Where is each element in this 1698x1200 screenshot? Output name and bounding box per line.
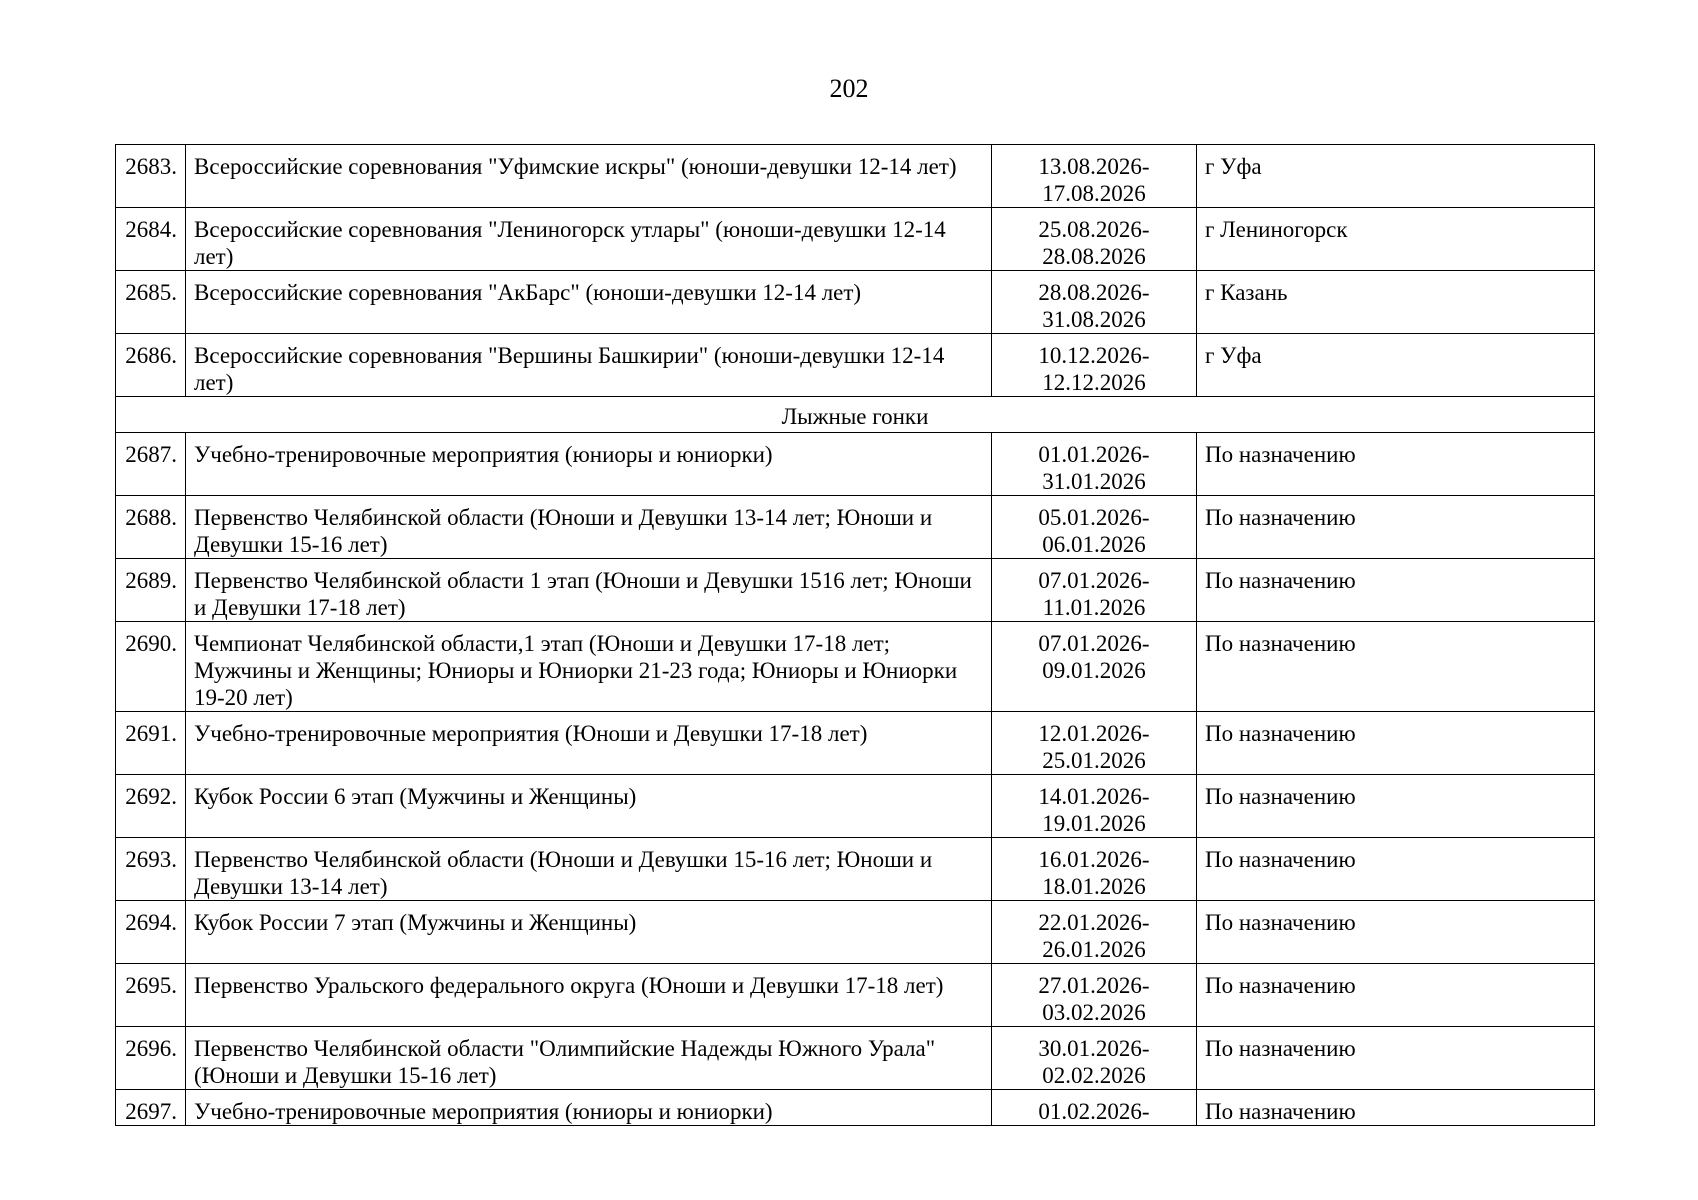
date-to: 17.08.2026: [1042, 181, 1146, 206]
row-number: 2690.: [116, 622, 186, 712]
date-from: 25.08.2026-: [1038, 217, 1150, 242]
event-name: Кубок России 7 этап (Мужчины и Женщины): [186, 901, 992, 964]
event-name: Учебно-тренировочные мероприятия (юниоры и юниорки): [186, 433, 992, 496]
event-location: По назначению: [1197, 712, 1595, 775]
event-dates: [992, 964, 1197, 1027]
event-dates: [992, 712, 1197, 775]
table-row: [116, 1090, 1595, 1126]
event-name: Чемпионат Челябинской области,1 этап (Юноши и Девушки 17-18 лет; Мужчины и Женщины; Юниоры и Юниорки 21-23 года; Юниоры и Юниорки 19-20 лет): [186, 622, 992, 712]
event-name: Учебно-тренировочные мероприятия (юниоры и юниорки): [186, 1090, 992, 1126]
row-number: 2687.: [116, 433, 186, 496]
row-number: 2692.: [116, 775, 186, 838]
table-row: [116, 901, 1595, 964]
row-number: 2684.: [116, 208, 186, 271]
event-location: По назначению: [1197, 496, 1595, 559]
event-dates: [992, 559, 1197, 622]
event-dates: [992, 433, 1197, 496]
date-from: 01.01.2026-: [1038, 442, 1150, 467]
event-name: Всероссийские соревнования "Вершины Башкирии" (юноши-девушки 12-14 лет): [186, 334, 992, 397]
event-location: По назначению: [1197, 433, 1595, 496]
row-number: 2696.: [116, 1027, 186, 1090]
event-dates: [992, 838, 1197, 901]
table-row: [116, 208, 1595, 271]
row-number: 2683.: [116, 145, 186, 208]
date-to: 28.08.2026: [1042, 244, 1146, 269]
event-dates: [992, 901, 1197, 964]
event-dates: [992, 334, 1197, 397]
date-to: 18.01.2026: [1042, 874, 1146, 899]
section-title: Лыжные гонки: [116, 397, 1595, 433]
date-to: 02.02.2026: [1042, 1063, 1146, 1088]
event-location: По назначению: [1197, 559, 1595, 622]
table-row: [116, 559, 1595, 622]
date-from: 27.01.2026-: [1038, 973, 1150, 998]
table-row: [116, 334, 1595, 397]
event-location: По назначению: [1197, 901, 1595, 964]
date-from: 05.01.2026-: [1038, 505, 1150, 530]
page-number: 202: [829, 74, 869, 103]
row-number: 2688.: [116, 496, 186, 559]
date-to: 09.01.2026: [1042, 658, 1146, 683]
row-number: 2685.: [116, 271, 186, 334]
event-dates: [992, 1027, 1197, 1090]
date-from: 12.01.2026-: [1038, 721, 1150, 746]
table-row: [116, 271, 1595, 334]
event-dates: [992, 1090, 1197, 1126]
date-to: 31.01.2026: [1042, 469, 1146, 494]
events-table: [115, 144, 1595, 1126]
row-number: 2694.: [116, 901, 186, 964]
table-row: [116, 964, 1595, 1027]
event-name: Всероссийские соревнования "Уфимские искры" (юноши-девушки 12-14 лет): [186, 145, 992, 208]
date-to: 11.01.2026: [1042, 595, 1146, 620]
date-from: 07.01.2026-: [1038, 631, 1150, 656]
event-name: Учебно-тренировочные мероприятия (Юноши и Девушки 17-18 лет): [186, 712, 992, 775]
date-from: 07.01.2026-: [1038, 568, 1150, 593]
table-row: [116, 433, 1595, 496]
row-number: 2697.: [116, 1090, 186, 1126]
event-dates: [992, 271, 1197, 334]
row-number: 2693.: [116, 838, 186, 901]
date-to: 25.01.2026: [1042, 748, 1146, 773]
date-to: 31.08.2026: [1042, 307, 1146, 332]
table-row: [116, 622, 1595, 712]
event-location: г Лениногорск: [1197, 208, 1595, 271]
event-dates: [992, 775, 1197, 838]
date-to: 03.02.2026: [1042, 1000, 1146, 1025]
table-row: [116, 712, 1595, 775]
event-dates: [992, 496, 1197, 559]
event-location: По назначению: [1197, 1027, 1595, 1090]
table-row: [116, 145, 1595, 208]
date-from: 30.01.2026-: [1038, 1036, 1150, 1061]
date-from: 10.12.2026-: [1038, 343, 1150, 368]
date-to: 06.01.2026: [1042, 532, 1146, 557]
date-from: 22.01.2026-: [1038, 910, 1150, 935]
row-number: 2689.: [116, 559, 186, 622]
event-name: Кубок России 6 этап (Мужчины и Женщины): [186, 775, 992, 838]
table-row: [116, 496, 1595, 559]
date-from: 13.08.2026-: [1038, 154, 1150, 179]
event-location: По назначению: [1197, 964, 1595, 1027]
event-location: г Уфа: [1197, 334, 1595, 397]
table-row: [116, 775, 1595, 838]
section-header-row: [116, 397, 1595, 433]
date-from: 16.01.2026-: [1038, 847, 1150, 872]
table-row: [116, 838, 1595, 901]
event-name: Первенство Челябинской области (Юноши и Девушки 13-14 лет; Юноши и Девушки 15-16 лет): [186, 496, 992, 559]
event-location: По назначению: [1197, 838, 1595, 901]
row-number: 2695.: [116, 964, 186, 1027]
date-to: 26.01.2026: [1042, 937, 1146, 962]
event-name: Первенство Челябинской области "Олимпийские Надежды Южного Урала" (Юноши и Девушки 15-16 лет): [186, 1027, 992, 1090]
event-name: Первенство Уральского федерального округа (Юноши и Девушки 17-18 лет): [186, 964, 992, 1027]
table-row: [116, 1027, 1595, 1090]
event-location: По назначению: [1197, 622, 1595, 712]
event-location: По назначению: [1197, 775, 1595, 838]
event-name: Первенство Челябинской области 1 этап (Юноши и Девушки 1516 лет; Юноши и Девушки 17-18 лет): [186, 559, 992, 622]
event-location: По назначению: [1197, 1090, 1595, 1126]
event-name: Первенство Челябинской области (Юноши и Девушки 15-16 лет; Юноши и Девушки 13-14 лет): [186, 838, 992, 901]
event-dates: [992, 208, 1197, 271]
event-dates: [992, 622, 1197, 712]
date-to: 19.01.2026: [1042, 811, 1146, 836]
date-from: 14.01.2026-: [1038, 784, 1150, 809]
date-from: 01.02.2026-: [1038, 1099, 1150, 1124]
date-to: 12.12.2026: [1042, 370, 1146, 395]
event-location: г Казань: [1197, 271, 1595, 334]
event-location: г Уфа: [1197, 145, 1595, 208]
event-name: Всероссийские соревнования "АкБарс" (юноши-девушки 12-14 лет): [186, 271, 992, 334]
event-dates: [992, 145, 1197, 208]
row-number: 2691.: [116, 712, 186, 775]
date-from: 28.08.2026-: [1038, 280, 1150, 305]
event-name: Всероссийские соревнования "Лениногорск утлары" (юноши-девушки 12-14 лет): [186, 208, 992, 271]
row-number: 2686.: [116, 334, 186, 397]
